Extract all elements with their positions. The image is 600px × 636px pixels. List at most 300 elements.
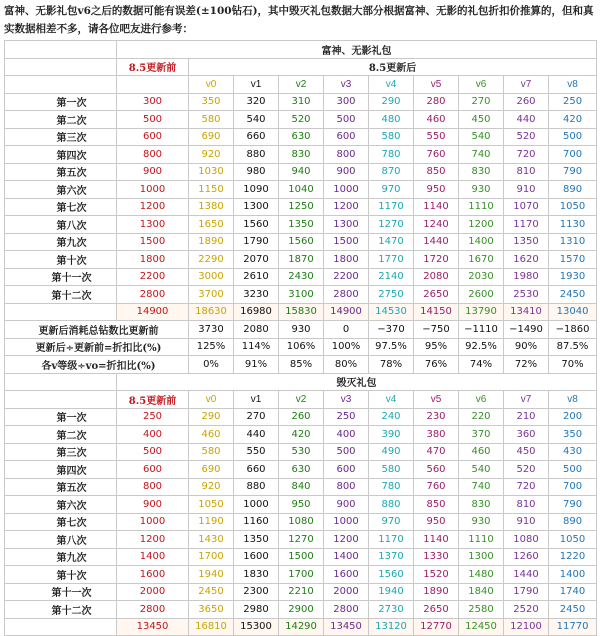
table-row bbox=[5, 181, 597, 199]
ratio-row bbox=[5, 338, 597, 356]
pre-update-price: 2000 bbox=[117, 583, 189, 601]
vip-price: 1300 bbox=[324, 216, 369, 234]
summary-value: 90% bbox=[504, 338, 549, 356]
pre-update-price: 1500 bbox=[117, 233, 189, 251]
vip-price: 900 bbox=[324, 496, 369, 514]
summary-value: −370 bbox=[369, 321, 414, 339]
vip-price: 1270 bbox=[279, 531, 324, 549]
post-update-header: 8.5更新后 bbox=[189, 58, 597, 76]
summary-value: 125% bbox=[189, 338, 234, 356]
summary-value: 100% bbox=[324, 338, 369, 356]
vip-price: 230 bbox=[414, 408, 459, 426]
vip-level-header: v6 bbox=[459, 391, 504, 409]
vip-price: 1440 bbox=[504, 566, 549, 584]
vip-price: 270 bbox=[459, 93, 504, 111]
table-row bbox=[5, 216, 597, 234]
table-row bbox=[5, 426, 597, 444]
table-row bbox=[5, 408, 597, 426]
vip-price: 760 bbox=[414, 146, 459, 164]
vip-price: 580 bbox=[189, 443, 234, 461]
summary-value: 91% bbox=[234, 356, 279, 374]
vip-price: 580 bbox=[369, 128, 414, 146]
vip-price: 1940 bbox=[369, 583, 414, 601]
vip-price: 380 bbox=[414, 426, 459, 444]
summary-label: 更新后消耗总钻数比更新前 bbox=[5, 321, 189, 339]
vip-price: 460 bbox=[414, 111, 459, 129]
pre-update-price: 1400 bbox=[117, 548, 189, 566]
purchase-count-label: 第七次 bbox=[5, 198, 117, 216]
vip-price: 950 bbox=[414, 181, 459, 199]
vip-price: 1170 bbox=[369, 531, 414, 549]
vip-price: 460 bbox=[189, 426, 234, 444]
vip-price: 1400 bbox=[324, 548, 369, 566]
summary-value: 3730 bbox=[189, 321, 234, 339]
vip-price: 1170 bbox=[369, 198, 414, 216]
summary-value: 2080 bbox=[234, 321, 279, 339]
vip-price: 260 bbox=[504, 93, 549, 111]
pre-update-price: 500 bbox=[117, 443, 189, 461]
vip-price: 460 bbox=[459, 443, 504, 461]
vip-price: 500 bbox=[324, 443, 369, 461]
pre-update-price: 2800 bbox=[117, 286, 189, 304]
purchase-count-label: 第十一次 bbox=[5, 268, 117, 286]
vip-price: 1560 bbox=[234, 216, 279, 234]
vip-price: 250 bbox=[549, 93, 597, 111]
table-row bbox=[5, 198, 597, 216]
vip-price: 2450 bbox=[549, 601, 597, 619]
vip-price: 1720 bbox=[414, 251, 459, 269]
vip-price: 630 bbox=[279, 128, 324, 146]
summary-value: 70% bbox=[549, 356, 597, 374]
vip-price: 690 bbox=[189, 128, 234, 146]
vip-price: 920 bbox=[189, 478, 234, 496]
total-cost: 13120 bbox=[369, 618, 414, 636]
vip-price: 1330 bbox=[414, 548, 459, 566]
purchase-count-label: 第六次 bbox=[5, 496, 117, 514]
pre-update-price: 300 bbox=[117, 93, 189, 111]
intro-note: 富神、无影礼包v6之后的数据可能有误差(±100钻石)，其中毁灭礼包数据大部分根据富神、无影的礼包折扣价推算的，但和真实数据相差不多，请各位吧友进行参考： bbox=[4, 5, 594, 35]
vip-price: 1030 bbox=[189, 163, 234, 181]
pre-update-price: 1000 bbox=[117, 181, 189, 199]
vip-price: 450 bbox=[459, 111, 504, 129]
vip-price: 1570 bbox=[549, 251, 597, 269]
vip-price: 2290 bbox=[189, 251, 234, 269]
section-title: 富神、无影礼包 bbox=[117, 41, 597, 59]
vip-price: 1310 bbox=[549, 233, 597, 251]
vip-price: 930 bbox=[459, 181, 504, 199]
vip-price: 810 bbox=[504, 163, 549, 181]
vip-price: 830 bbox=[459, 163, 504, 181]
pre-update-price: 1300 bbox=[117, 216, 189, 234]
vip-price: 2000 bbox=[324, 583, 369, 601]
vip-price: 1800 bbox=[324, 251, 369, 269]
vip-price: 1650 bbox=[189, 216, 234, 234]
blank-cell bbox=[5, 618, 117, 636]
vip-price: 1700 bbox=[189, 548, 234, 566]
vip-price: 2980 bbox=[234, 601, 279, 619]
purchase-count-label: 第四次 bbox=[5, 146, 117, 164]
purchase-count-label: 第十二次 bbox=[5, 601, 117, 619]
total-cost: 13040 bbox=[549, 303, 597, 321]
vip-price: 970 bbox=[369, 513, 414, 531]
vip-price: 1520 bbox=[414, 566, 459, 584]
vip-price: 1350 bbox=[279, 216, 324, 234]
table-row bbox=[5, 111, 597, 129]
vip-price: 1250 bbox=[279, 198, 324, 216]
vip-price: 350 bbox=[189, 93, 234, 111]
vip-price: 700 bbox=[549, 478, 597, 496]
table-row bbox=[5, 146, 597, 164]
vip-price: 400 bbox=[324, 426, 369, 444]
vip-price: 530 bbox=[279, 443, 324, 461]
purchase-count-label: 第八次 bbox=[5, 531, 117, 549]
vip-price: 250 bbox=[324, 408, 369, 426]
blank-cell bbox=[117, 76, 189, 94]
vip-price: 470 bbox=[414, 443, 459, 461]
vip-price: 910 bbox=[504, 513, 549, 531]
vip-price: 630 bbox=[279, 461, 324, 479]
vip-price: 3650 bbox=[189, 601, 234, 619]
pre-update-price: 800 bbox=[117, 146, 189, 164]
vip-price: 600 bbox=[324, 128, 369, 146]
vip-price: 2080 bbox=[414, 268, 459, 286]
vip-price: 930 bbox=[459, 513, 504, 531]
vip-price: 300 bbox=[324, 93, 369, 111]
vip-price: 1200 bbox=[324, 198, 369, 216]
vip-price: 600 bbox=[324, 461, 369, 479]
vip-price: 500 bbox=[549, 128, 597, 146]
vip-price: 550 bbox=[414, 128, 459, 146]
section-title: 毁灭礼包 bbox=[117, 373, 597, 391]
vip-price: 1190 bbox=[189, 513, 234, 531]
summary-value: 114% bbox=[234, 338, 279, 356]
vip-price: 2140 bbox=[369, 268, 414, 286]
purchase-count-label: 第八次 bbox=[5, 216, 117, 234]
vip-price: 740 bbox=[459, 146, 504, 164]
vip-price: 800 bbox=[324, 478, 369, 496]
total-cost: 18630 bbox=[189, 303, 234, 321]
vip-price: 2530 bbox=[504, 286, 549, 304]
pre-update-price: 2200 bbox=[117, 268, 189, 286]
purchase-count-label: 第六次 bbox=[5, 181, 117, 199]
vip-price: 890 bbox=[549, 513, 597, 531]
vip-price: 880 bbox=[234, 478, 279, 496]
vip-price: 550 bbox=[234, 443, 279, 461]
vip-price: 1140 bbox=[414, 198, 459, 216]
vip-price: 1930 bbox=[549, 268, 597, 286]
table-row bbox=[5, 548, 597, 566]
vip-price: 1260 bbox=[504, 548, 549, 566]
vip-price: 1050 bbox=[549, 531, 597, 549]
vip-price: 880 bbox=[369, 496, 414, 514]
pre-update-price: 1200 bbox=[117, 531, 189, 549]
vip-price: 800 bbox=[324, 146, 369, 164]
table-row bbox=[5, 233, 597, 251]
vip-price: 490 bbox=[369, 443, 414, 461]
vip-price: 870 bbox=[369, 163, 414, 181]
vip-price: 420 bbox=[279, 426, 324, 444]
vip-price: 440 bbox=[504, 111, 549, 129]
vip-price: 270 bbox=[234, 408, 279, 426]
pre-update-price: 1600 bbox=[117, 566, 189, 584]
blank-cell bbox=[5, 391, 117, 409]
purchase-count-label: 第一次 bbox=[5, 93, 117, 111]
vip-price: 2610 bbox=[234, 268, 279, 286]
vip-price: 1200 bbox=[459, 216, 504, 234]
vip-price: 850 bbox=[414, 163, 459, 181]
vip-price: 780 bbox=[369, 146, 414, 164]
sec2-total-row bbox=[5, 618, 597, 636]
vip-level-header: v5 bbox=[414, 76, 459, 94]
summary-value: −1490 bbox=[504, 321, 549, 339]
vip-level-header: v2 bbox=[279, 391, 324, 409]
table-row bbox=[5, 513, 597, 531]
vip-price: 2600 bbox=[459, 286, 504, 304]
pre-update-header: 8.5更新前 bbox=[117, 58, 189, 76]
vip-price: 950 bbox=[279, 496, 324, 514]
pre-update-price: 400 bbox=[117, 426, 189, 444]
vip-price: 370 bbox=[459, 426, 504, 444]
vip-price: 1870 bbox=[279, 251, 324, 269]
vip-price: 1160 bbox=[234, 513, 279, 531]
vip-price: 2800 bbox=[324, 601, 369, 619]
vip-price: 420 bbox=[549, 111, 597, 129]
vip-price: 2300 bbox=[234, 583, 279, 601]
vip-price: 1670 bbox=[459, 251, 504, 269]
vip-price: 1220 bbox=[549, 548, 597, 566]
vip-price: 540 bbox=[234, 111, 279, 129]
total-cost: 16810 bbox=[189, 618, 234, 636]
vip-price: 290 bbox=[189, 408, 234, 426]
table-row bbox=[5, 531, 597, 549]
sec1-col-header-row bbox=[5, 76, 597, 94]
sec1-title-row bbox=[5, 41, 597, 59]
vip-price: 280 bbox=[414, 93, 459, 111]
pre-update-price: 1200 bbox=[117, 198, 189, 216]
pre-update-price: 900 bbox=[117, 496, 189, 514]
vip-price: 720 bbox=[504, 146, 549, 164]
vip-price: 210 bbox=[504, 408, 549, 426]
vip-price: 1620 bbox=[504, 251, 549, 269]
pre-update-price: 500 bbox=[117, 111, 189, 129]
purchase-count-label: 第五次 bbox=[5, 163, 117, 181]
vip-price: 890 bbox=[549, 181, 597, 199]
table-row bbox=[5, 443, 597, 461]
summary-value: −750 bbox=[414, 321, 459, 339]
total-cost: 14150 bbox=[414, 303, 459, 321]
table-row bbox=[5, 251, 597, 269]
purchase-count-label: 第三次 bbox=[5, 128, 117, 146]
table-row bbox=[5, 583, 597, 601]
summary-value: −1110 bbox=[459, 321, 504, 339]
vip-price: 660 bbox=[234, 461, 279, 479]
vip-price: 1700 bbox=[279, 566, 324, 584]
vip-level-header: v1 bbox=[234, 391, 279, 409]
vip-price: 1110 bbox=[459, 531, 504, 549]
v0-ratio-row bbox=[5, 356, 597, 374]
vip-price: 920 bbox=[189, 146, 234, 164]
sec2-col-header-row bbox=[5, 391, 597, 409]
summary-value: 0% bbox=[189, 356, 234, 374]
vip-level-header: v4 bbox=[369, 391, 414, 409]
pre-update-header: 8.5更新前 bbox=[117, 391, 189, 409]
pre-update-price: 600 bbox=[117, 461, 189, 479]
vip-price: 310 bbox=[279, 93, 324, 111]
summary-value: 74% bbox=[459, 356, 504, 374]
blank-cell bbox=[5, 303, 117, 321]
vip-price: 1270 bbox=[369, 216, 414, 234]
vip-price: 790 bbox=[549, 163, 597, 181]
vip-price: 1240 bbox=[414, 216, 459, 234]
vip-price: 1500 bbox=[324, 233, 369, 251]
vip-price: 780 bbox=[369, 478, 414, 496]
summary-label: 更新后÷更新前=折扣比(%) bbox=[5, 338, 189, 356]
vip-price: 1050 bbox=[189, 496, 234, 514]
vip-price: 480 bbox=[369, 111, 414, 129]
total-cost: 13410 bbox=[504, 303, 549, 321]
vip-level-header: v6 bbox=[459, 76, 504, 94]
vip-price: 1770 bbox=[369, 251, 414, 269]
vip-price: 430 bbox=[549, 443, 597, 461]
vip-level-header: v8 bbox=[549, 76, 597, 94]
vip-price: 1050 bbox=[549, 198, 597, 216]
total-cost: 14290 bbox=[279, 618, 324, 636]
vip-price: 840 bbox=[279, 478, 324, 496]
vip-price: 580 bbox=[369, 461, 414, 479]
summary-value: 80% bbox=[324, 356, 369, 374]
vip-price: 220 bbox=[459, 408, 504, 426]
summary-value: −1860 bbox=[549, 321, 597, 339]
vip-price: 1890 bbox=[189, 233, 234, 251]
summary-value: 97.5% bbox=[369, 338, 414, 356]
vip-price: 1500 bbox=[279, 548, 324, 566]
vip-level-header: v4 bbox=[369, 76, 414, 94]
vip-price: 2580 bbox=[459, 601, 504, 619]
vip-price: 740 bbox=[459, 478, 504, 496]
pre-update-price: 250 bbox=[117, 408, 189, 426]
summary-value: 72% bbox=[504, 356, 549, 374]
vip-price: 690 bbox=[189, 461, 234, 479]
vip-price: 540 bbox=[459, 461, 504, 479]
vip-price: 1380 bbox=[189, 198, 234, 216]
vip-price: 3700 bbox=[189, 286, 234, 304]
purchase-count-label: 第十一次 bbox=[5, 583, 117, 601]
table-row bbox=[5, 128, 597, 146]
vip-price: 1000 bbox=[324, 513, 369, 531]
vip-level-header: v0 bbox=[189, 76, 234, 94]
total-cost: 14900 bbox=[324, 303, 369, 321]
total-cost: 12450 bbox=[459, 618, 504, 636]
vip-price: 1080 bbox=[504, 531, 549, 549]
vip-price: 390 bbox=[369, 426, 414, 444]
table-row bbox=[5, 93, 597, 111]
vip-price: 3100 bbox=[279, 286, 324, 304]
vip-price: 1130 bbox=[549, 216, 597, 234]
vip-level-header: v1 bbox=[234, 76, 279, 94]
summary-value: 95% bbox=[414, 338, 459, 356]
purchase-count-label: 第十次 bbox=[5, 251, 117, 269]
vip-price: 1440 bbox=[414, 233, 459, 251]
purchase-count-label: 第四次 bbox=[5, 461, 117, 479]
vip-price: 1350 bbox=[234, 531, 279, 549]
vip-level-header: v3 bbox=[324, 391, 369, 409]
total-cost: 15830 bbox=[279, 303, 324, 321]
vip-price: 1170 bbox=[504, 216, 549, 234]
blank-cell bbox=[5, 58, 117, 76]
summary-value: 930 bbox=[279, 321, 324, 339]
summary-value: 92.5% bbox=[459, 338, 504, 356]
blank-cell bbox=[5, 41, 117, 59]
sec2-title-row bbox=[5, 373, 597, 391]
vip-price: 1980 bbox=[504, 268, 549, 286]
vip-price: 1070 bbox=[504, 198, 549, 216]
vip-price: 910 bbox=[504, 181, 549, 199]
vip-price: 260 bbox=[279, 408, 324, 426]
vip-price: 3000 bbox=[189, 268, 234, 286]
total-cost: 12770 bbox=[414, 618, 459, 636]
vip-price: 1150 bbox=[189, 181, 234, 199]
vip-price: 1140 bbox=[414, 531, 459, 549]
summary-value: 0 bbox=[324, 321, 369, 339]
summary-value: 87.5% bbox=[549, 338, 597, 356]
vip-price: 2750 bbox=[369, 286, 414, 304]
sec1-group-header-row bbox=[5, 58, 597, 76]
summary-value: 76% bbox=[414, 356, 459, 374]
purchase-count-label: 第十次 bbox=[5, 566, 117, 584]
vip-price: 2900 bbox=[279, 601, 324, 619]
vip-price: 560 bbox=[414, 461, 459, 479]
summary-value: 78% bbox=[369, 356, 414, 374]
vip-price: 440 bbox=[234, 426, 279, 444]
pre-update-price: 1000 bbox=[117, 513, 189, 531]
vip-price: 450 bbox=[504, 443, 549, 461]
vip-price: 1370 bbox=[369, 548, 414, 566]
table-row bbox=[5, 566, 597, 584]
total-cost: 14530 bbox=[369, 303, 414, 321]
vip-price: 720 bbox=[504, 478, 549, 496]
vip-level-header: v7 bbox=[504, 76, 549, 94]
vip-price: 830 bbox=[459, 496, 504, 514]
table-row bbox=[5, 268, 597, 286]
vip-price: 1080 bbox=[279, 513, 324, 531]
vip-price: 1560 bbox=[279, 233, 324, 251]
vip-price: 1000 bbox=[234, 496, 279, 514]
vip-price: 1830 bbox=[234, 566, 279, 584]
total-cost: 13450 bbox=[117, 618, 189, 636]
vip-price: 2450 bbox=[189, 583, 234, 601]
vip-price: 1000 bbox=[324, 181, 369, 199]
sec1-total-row bbox=[5, 303, 597, 321]
vip-price: 660 bbox=[234, 128, 279, 146]
purchase-count-label: 第九次 bbox=[5, 548, 117, 566]
vip-price: 1110 bbox=[459, 198, 504, 216]
total-cost: 12100 bbox=[504, 618, 549, 636]
vip-price: 1400 bbox=[549, 566, 597, 584]
diff-row bbox=[5, 321, 597, 339]
vip-price: 1350 bbox=[504, 233, 549, 251]
purchase-count-label: 第二次 bbox=[5, 111, 117, 129]
vip-price: 2520 bbox=[504, 601, 549, 619]
table-row bbox=[5, 601, 597, 619]
vip-price: 980 bbox=[234, 163, 279, 181]
vip-price: 970 bbox=[369, 181, 414, 199]
total-cost: 15300 bbox=[234, 618, 279, 636]
blank-cell bbox=[5, 373, 117, 391]
vip-price: 520 bbox=[279, 111, 324, 129]
vip-price: 880 bbox=[234, 146, 279, 164]
vip-price: 1400 bbox=[459, 233, 504, 251]
table-row bbox=[5, 163, 597, 181]
